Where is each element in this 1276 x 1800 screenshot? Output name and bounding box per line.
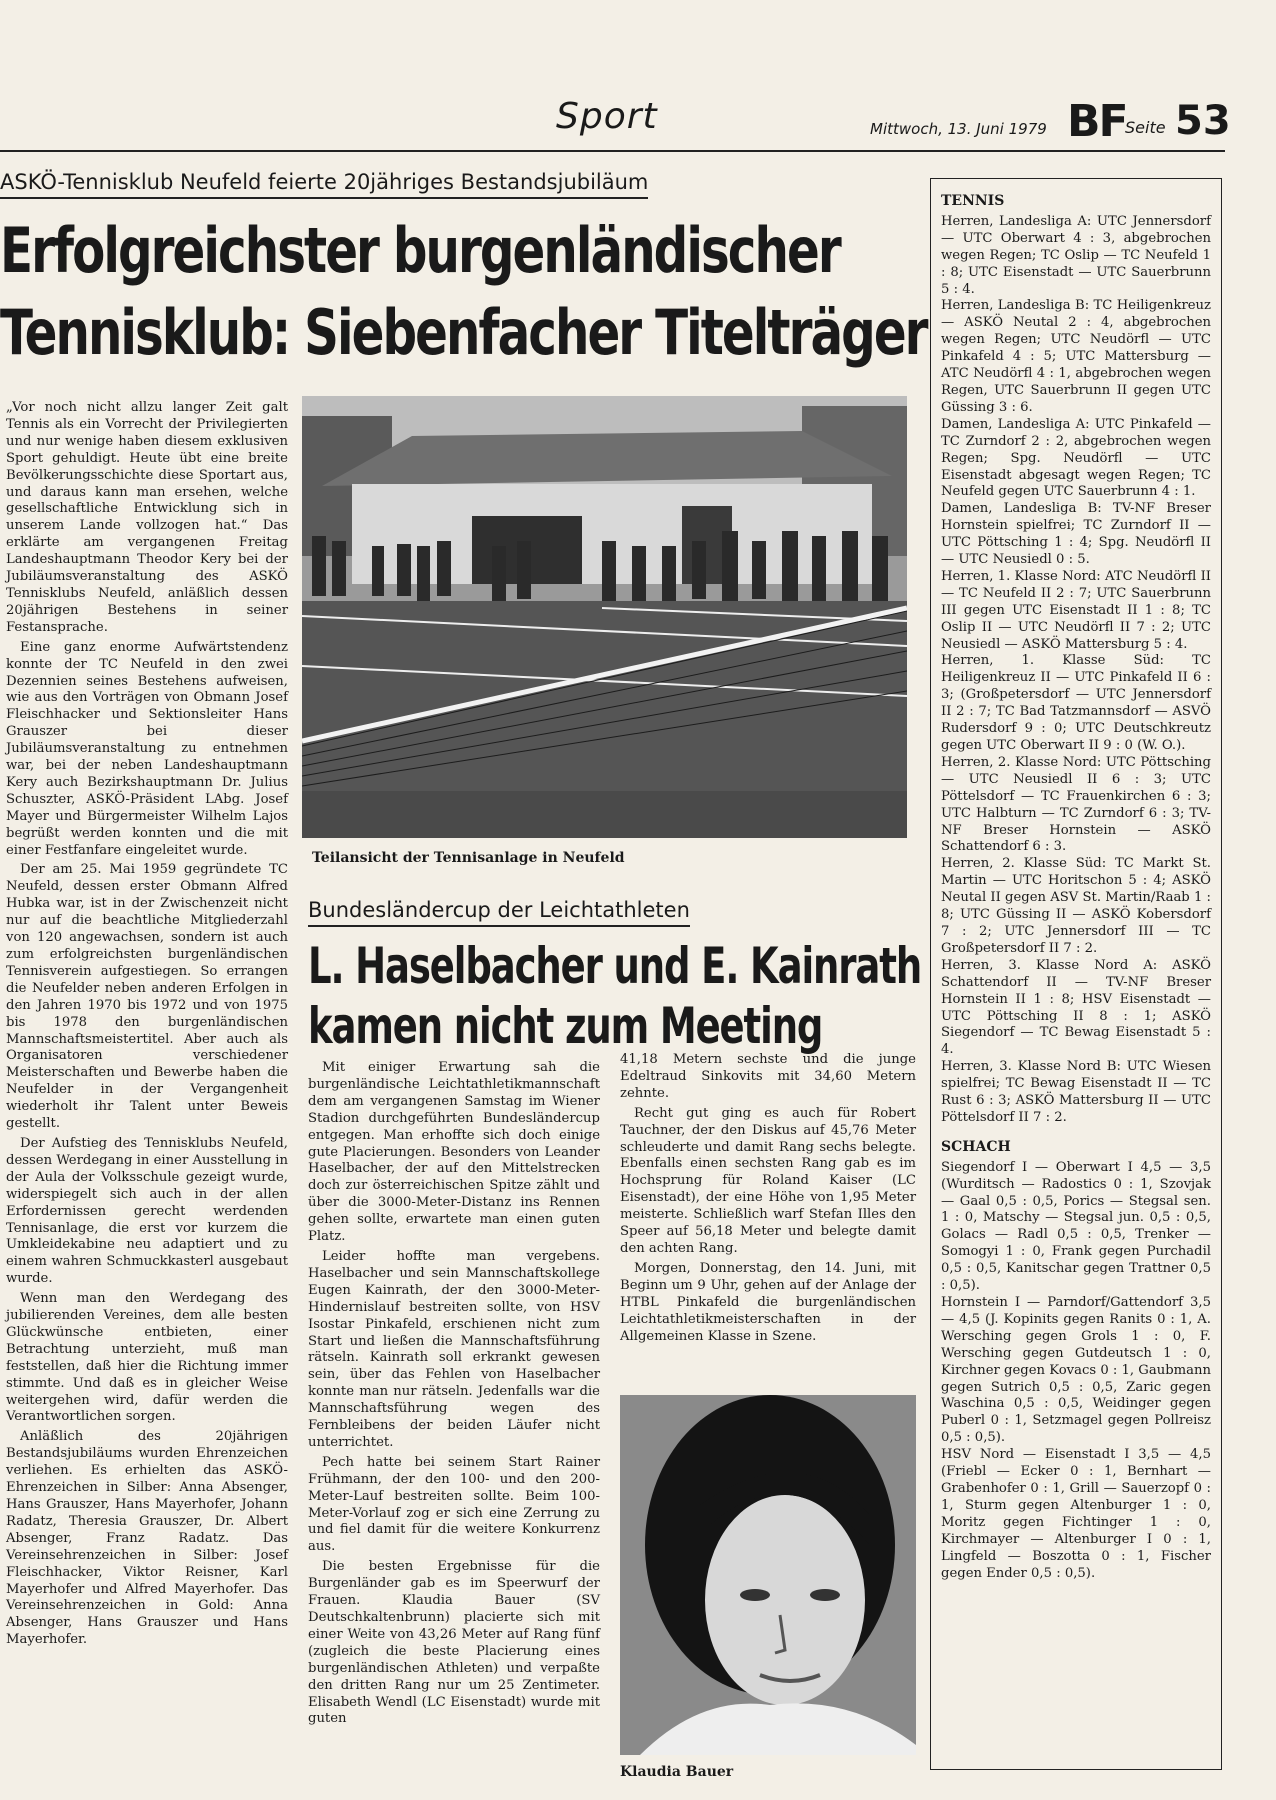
tennis-result-item: Damen, Landesliga B: TV-NF Breser Hornstein spielfrei; TC Zurndorf II — UTC Pöttsching 1 : 4; Spg. Neudörfl II — UTC Neusiedl 0 : 5. [941, 501, 1211, 568]
page-number: 53 [1175, 98, 1231, 144]
tennis-result-item: Herren, 2. Klasse Süd: TC Markt St. Martin — UTC Horitschon 5 : 4; ASKÖ Neutal II gegen ASV St. Martin/Raab 1 : 8; UTC Güssing II — ASKÖ Kobersdorf 7 : 2; UTC Jennersdorf III — TC Großpetersdorf II 7 : 2. [941, 856, 1211, 956]
tennis-result-item: Herren, 1. Klasse Süd: TC Heiligenkreuz II — UTC Pinkafeld II 6 : 3; (Großpetersdorf — UTC Jennersdorf II 2 : 7; TC Bad Tatzmannsdorf — ASVÖ Rudersdorf 9 : 0; UTC Deutschkreutz gegen UTC Oberwart II 9 : 0 (W. O.). [941, 653, 1211, 753]
tennis-result-item: Damen, Landesliga A: UTC Pinkafeld — TC Zurndorf 2 : 2, abgebrochen wegen Regen; Spg. Neudörfl — UTC Eisenstadt abgesagt wegen Regen; TC Neufeld gegen UTC Sauerbrunn 4 : 1. [941, 416, 1211, 500]
tennis-result-item: Herren, 1. Klasse Nord: ATC Neudörfl II — TC Neufeld II 2 : 7; UTC Sauerbrunn III gegen UTC Eisenstadt II 1 : 8; TC Oslip II — UTC Neudörfl II 7 : 2; UTC Neusiedl — ASKÖ Mattersburg 5 : 4. [941, 568, 1211, 652]
article2-column-2 [620, 1052, 916, 1348]
schach-result-item: Siegendorf I — Oberwart I 4,5 — 3,5 (Wurditsch — Radostics 0 : 1, Szovjak — Gaal 0,5 : 0,5, Porics — Stegsal sen. 1 : 0, Matschy — Stegsal jun. 0,5 : 0,5, Golacs — Radl 0,5 : 0,5, Trenker — Somogyi 1 : 0, Frank gegen Purchadil 0,5 : 0,5, Kanitschar gegen Trattner 0,5 : 0,5). [941, 1159, 1211, 1294]
klaudia-bauer-photo [620, 1395, 916, 1755]
article2-paragraph: Pech hatte bei seinem Start Rainer Frühmann, der den 100- und den 200-Meter-Lauf bestreiten sollte. Beim 100-Meter-Vorlauf zog er sich eine Zerrung zu und fiel damit für die weitere Konkurrenz aus. [308, 1454, 600, 1555]
header-rule [0, 150, 1225, 152]
article2-paragraph: Mit einiger Erwartung sah die burgenländische Leichtathletikmannschaft dem am vergangenen Samstag im Wiener Stadion durchgeführten Bundesländercup entgegen. Man erhoffte sich doch einige gute Placierungen. Besonders von Leander Haselbacher, der auf den Mittelstrecken doch zur österreichischen Spitze zählt und über die 3000-Meter-Distanz ins Rennen gehen sollte, erwartete man einen guten Platz. [308, 1060, 600, 1245]
article1-paragraph: „Vor noch nicht allzu langer Zeit galt Tennis als ein Vorrecht der Privilegierten und nur wenige haben diesem exklusiven Sport gehuldigt. Heute übt eine breite Bevölkerungsschichte diese Sportart aus, und daraus kann man ersehen, welche gesellschaftliche Entwicklung sich in unserem Lande vollzogen hat.“ Das erklärte am vergangenen Freitag Landeshauptmann Theodor Kery bei der Jubiläumsveranstaltung des ASKÖ Tennisklubs Neufeld, anläßlich dessen 20jährigen Bestehens in seiner Festansprache. [6, 400, 288, 635]
tennis-facility-photo [302, 396, 907, 838]
article1-kicker: ASKÖ-Tennisklub Neufeld feierte 20jähriges Bestandsjubiläum [0, 170, 648, 199]
tennis-result-item: Herren, Landesliga A: UTC Jennersdorf — UTC Oberwart 4 : 3, abgebrochen wegen Regen; TC Oslip — TC Neufeld 1 : 8; UTC Eisenstadt — UTC Sauerbrunn 5 : 4. [941, 213, 1211, 297]
article2-paragraph: Recht gut ging es auch für Robert Tauchner, der den Diskus auf 45,76 Meter schleuderte und damit Rang sechs belegte. Ebenfalls einen sechsten Rang gab es im Hochsprung für Roland Kaiser (LC Eisenstadt), der eine Höhe von 1,95 Meter meisterte. Schließlich warf Stefan Illes den Speer auf 56,18 Meter und belegte damit den achten Rang. [620, 1105, 916, 1256]
schach-results-title: SCHACH [941, 1138, 1011, 1155]
article1-paragraph: Der Aufstieg des Tennisklubs Neufeld, dessen Werdegang in einer Ausstellung in der Aula der Volksschule gezeigt wurde, widerspiegelt sich auch in der allen Erfordernissen gerecht werdenden Tennisanlage, die erst vor kurzem die Umkleidekabine neu adaptiert und zu einem wahren Schmuckkasterl ausgebaut wurde. [6, 1135, 288, 1287]
article2-column-1 [308, 1060, 600, 1731]
portrait-caption: Klaudia Bauer [620, 1764, 734, 1780]
article1-paragraph: Der am 25. Mai 1959 gegründete TC Neufeld, dessen erster Obmann Alfred Hubka war, ist in der Zwischenzeit nicht nur auf die beachtliche Mitgliederzahl von 120 angewachsen, sondern ist auch zum erfolgreichsten burgenländischen Tennisverein aufgestiegen. So errangen die Neufelder neben anderen Erfolgen in den Jahren 1970 bis 1972 und von 1975 bis 1978 den burgenländischen Mannschaftsmeistertitel. Aber auch als Organisatoren verschiedener Meisterschaften und Bewerbe haben die Neufelder in der Vergangenheit wiederholt ihr Talent unter Beweis gestellt. [6, 862, 288, 1132]
schach-result-item: HSV Nord — Eisenstadt I 3,5 — 4,5 (Friebl — Ecker 0 : 1, Bernhart — Grabenhofer 0 : 1, Grill — Sauerzopf 0 : 1, Sturm gegen Altenburger 1 : 0, Moritz gegen Fichtinger 1 : 0, Kirchmayer — Altenburger I 0 : 1, Lingfeld — Boszotta 0 : 1, Fischer gegen Ender 0,5 : 0,5). [941, 1447, 1211, 1581]
article1-headline [0, 210, 927, 374]
article2-headline-line1: L. Haselbacher und E. Kainrath [308, 937, 922, 995]
article2-headline-line2: kamen nicht zum Meeting [308, 997, 823, 1055]
section-title: Sport [556, 96, 658, 137]
article2-paragraph: 41,18 Metern sechste und die junge Edeltraud Sinkovits mit 34,60 Metern zehnte. [620, 1052, 916, 1101]
page-label: Seite [1125, 118, 1166, 137]
results-box [930, 178, 1222, 1770]
tennis-result-item: Herren, Landesliga B: TC Heiligenkreuz — ASKÖ Neutal 2 : 4, abgebrochen wegen Regen; UTC Neudörfl — UTC Pinkafeld 4 : 5; UTC Mattersburg — ATC Neudörfl 4 : 1, abgebrochen wegen Regen, UTC Sauerbrunn II gegen UTC Güssing 3 : 6. [941, 298, 1211, 415]
article1-headline-line2: Tennisklub: Siebenfacher Titelträger [0, 296, 927, 369]
tennis-result-item: Herren, 3. Klasse Nord B: UTC Wiesen spielfrei; TC Bewag Eisenstadt II — TC Rust 6 : 3; ASKÖ Mattersburg II — UTC Pöttelsdorf II 7 : 2. [941, 1059, 1211, 1125]
article1-headline-line1: Erfolgreichster burgenländischer [0, 214, 840, 287]
newspaper-logo: BF [1067, 96, 1127, 147]
tennis-result-item: Herren, 2. Klasse Nord: UTC Pöttsching — UTC Neusiedl II 6 : 3; UTC Pöttelsdorf — TC Frauenkirchen 6 : 3; UTC Halbturn — TC Zurndorf 6 : 3; TV-NF Breser Hornstein — ASKÖ Schattendorf 6 : 3. [941, 754, 1211, 855]
schach-result-item: Hornstein I — Parndorf/Gattendorf 3,5 — 4,5 (J. Kopinits gegen Ranits 0 : 1, A. Wersching gegen Grols 1 : 0, F. Wersching gegen Gutdeutsch 1 : 0, Kirchner gegen Kovacs 0 : 1, Gaubmann gegen Sutrich 0,5 : 0,5, Zaric gegen Waschina 0,5 : 0,5, Weidinger gegen Puberl 0 : 1, Setzmagel gegen Pollreisz 0,5 : 0,5). [941, 1295, 1211, 1446]
tennis-results-title: TENNIS [941, 193, 1005, 209]
tennis-result-item: Herren, 3. Klasse Nord A: ASKÖ Schattendorf II — TV-NF Breser Hornstein II 1 : 8; HSV Eisenstadt — UTC Pöttsching II 8 : 1; ASKÖ Siegendorf — TC Bewag Eisenstadt 5 : 4. [941, 957, 1211, 1058]
issue-date: Mittwoch, 13. Juni 1979 [870, 120, 1047, 138]
article2-headline [308, 936, 922, 1056]
article2-paragraph: Morgen, Donnerstag, den 14. Juni, mit Beginn um 9 Uhr, gehen auf der Anlage der HTBL Pinkafeld die burgenländischen Leichtathletikmeisterschaften in der Allgemeinen Klasse in Szene. [620, 1260, 916, 1344]
article2-paragraph: Die besten Ergebnisse für die Burgenländer gab es im Speerwurf der Frauen. Klaudia Bauer (SV Deutschkaltenbrunn) placierte sich mit einer Weite von 43,26 Meter auf Rang fünf (zugleich die beste Placierung eines burgenländischen Athleten) und verpaßte den dritten Rang nur um 25 Zentimeter. Elisabeth Wendl (LC Eisenstadt) wurde mit guten [308, 1559, 600, 1727]
article1-body [6, 400, 288, 1652]
tennis-photo-caption: Teilansicht der Tennisanlage in Neufeld [312, 850, 625, 866]
article1-paragraph: Eine ganz enorme Aufwärtstendenz konnte der TC Neufeld in den zwei Dezennien seines Bestehens aufweisen, wie aus den Vorträgen von Obmann Josef Fleischhacker und Sektionsleiter Hans Grauszer bei dieser Jubiläumsveranstaltung zu entnehmen war, bei der neben Landeshauptmann Kery auch Bezirkshauptmann Dr. Julius Schuszter, ASKÖ-Präsident LAbg. Josef Mayer und Bürgermeister Wilhelm Lajos begrüßt werden konnten und die mit einer Festfanfare eingeleitet wurde. [6, 639, 288, 858]
article2-kicker: Bundesländercup der Leichtathleten [308, 898, 690, 927]
article2-paragraph: Leider hoffte man vergebens. Haselbacher und sein Mannschaftskollege Eugen Kainrath, der den 3000-Meter-Hindernislauf bestreiten sollte, von HSV Isostar Pinkafeld, erschienen nicht zum Start und ließen die Mannschaftsführung rätseln. Kainrath soll erkrankt gewesen sein, über das Fehlen von Haselbacher konnte man nur rätseln. Jedenfalls war die Mannschaftsführung wegen des Fernbleibens der beiden Läufer nicht unterrichtet. [308, 1248, 600, 1450]
article1-paragraph: Wenn man den Werdegang des jubilierenden Vereines, dem alle besten Glückwünsche entbieten, einer Betrachtung unterzieht, muß man feststellen, daß hier die Richtung immer stimmte. Und daß es in gleicher Weise weitergehen wird, dafür werden die Verantwortlichen sorgen. [6, 1291, 288, 1425]
article1-paragraph: Anläßlich des 20jährigen Bestandsjubiläums wurden Ehrenzeichen verliehen. Es erhielten das ASKÖ-Ehrenzeichen in Silber: Anna Absenger, Hans Grauszer, Hans Mayerhofer, Johann Radatz, Theresia Grauszer, Dr. Albert Absenger, Franz Radatz. Das Vereinsehrenzeichen in Silber: Josef Fleischhacker, Viktor Reisner, Karl Mayerhofer und Alfred Mayerhofer. Das Vereinsehrenzeichen in Gold: Anna Absenger, Hans Grauszer und Hans Mayerhofer. [6, 1429, 288, 1648]
